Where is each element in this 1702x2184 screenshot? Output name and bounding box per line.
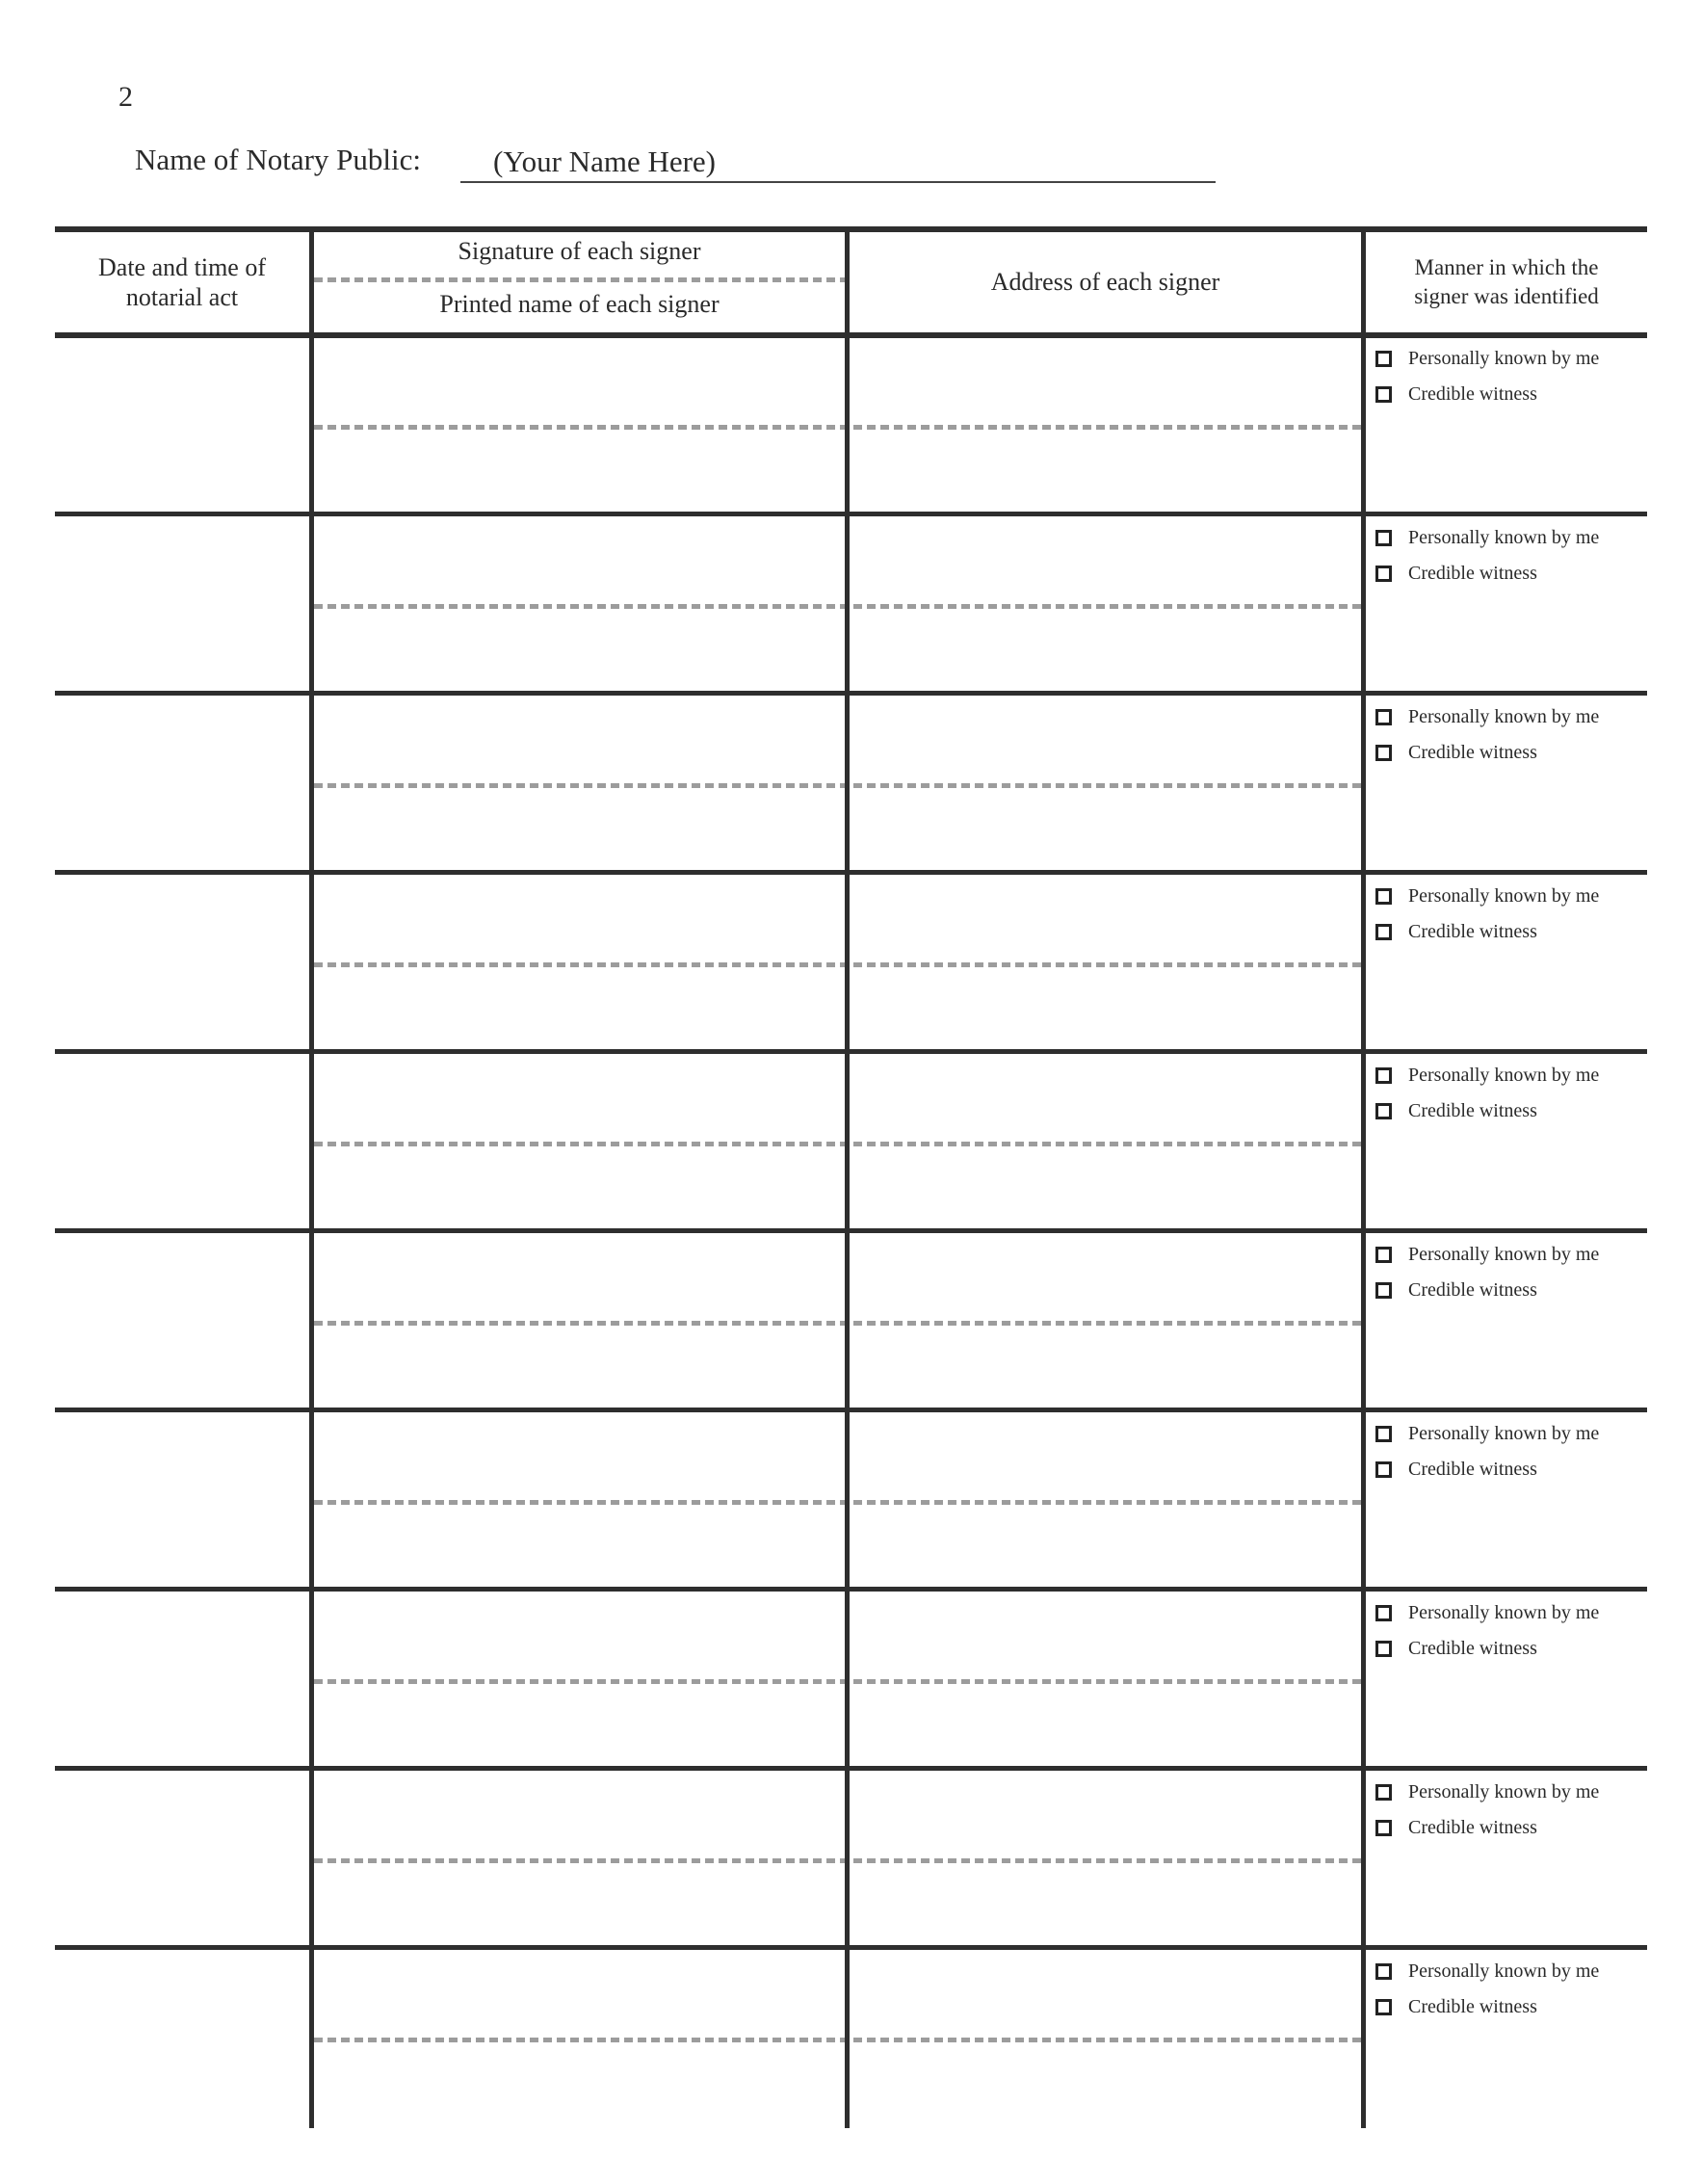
checkbox-personally-known[interactable] bbox=[1375, 709, 1392, 725]
header-date-time-column bbox=[55, 232, 309, 332]
journal-row bbox=[55, 1055, 1647, 1229]
row-bottom-rule bbox=[55, 870, 1647, 875]
checkbox-credible-witness-label: Credible witness bbox=[1408, 1996, 1537, 2017]
date-time-cell[interactable] bbox=[55, 697, 309, 871]
date-time-cell[interactable] bbox=[55, 1234, 309, 1408]
checkbox-credible-witness-label: Credible witness bbox=[1408, 742, 1537, 763]
row-divider-dashed-line bbox=[314, 1142, 1361, 1146]
checkbox-personally-known-label: Personally known by me bbox=[1408, 706, 1600, 727]
checkbox-credible-witness[interactable] bbox=[1375, 566, 1392, 582]
checkbox-credible-witness[interactable] bbox=[1375, 745, 1392, 761]
row-bottom-rule bbox=[55, 691, 1647, 696]
row-divider-dashed-line bbox=[314, 425, 1361, 430]
column-divider-address-manner bbox=[1361, 226, 1366, 2128]
checkbox-personally-known[interactable] bbox=[1375, 1247, 1392, 1263]
checkbox-personally-known-label: Personally known by me bbox=[1408, 1065, 1600, 1086]
row-divider-dashed-line bbox=[314, 1858, 1361, 1863]
header-address-column bbox=[850, 232, 1361, 332]
checkbox-credible-witness[interactable] bbox=[1375, 1461, 1392, 1478]
checkbox-personally-known-label: Personally known by me bbox=[1408, 1602, 1600, 1623]
notary-name-value[interactable]: (Your Name Here) bbox=[493, 145, 717, 178]
row-divider-dashed-line bbox=[314, 604, 1361, 609]
checkbox-personally-known[interactable] bbox=[1375, 1426, 1392, 1442]
journal-row bbox=[55, 1234, 1647, 1408]
header-manner-line2: signer was identified bbox=[1414, 284, 1599, 308]
date-time-cell[interactable] bbox=[55, 876, 309, 1050]
row-bottom-rule bbox=[55, 1049, 1647, 1054]
row-divider-dashed-line bbox=[314, 1500, 1361, 1505]
column-divider-date-signature bbox=[309, 226, 314, 2128]
header-signature-divider-dashed-line bbox=[314, 277, 845, 282]
journal-row bbox=[55, 517, 1647, 692]
checkbox-personally-known-label: Personally known by me bbox=[1408, 885, 1600, 907]
checkbox-credible-witness-label: Credible witness bbox=[1408, 563, 1537, 584]
row-bottom-rule bbox=[55, 1408, 1647, 1412]
checkbox-credible-witness-label: Credible witness bbox=[1408, 921, 1537, 942]
row-bottom-rule bbox=[55, 1945, 1647, 1950]
header-signature-label: Signature of each signer bbox=[458, 237, 701, 265]
checkbox-credible-witness-label: Credible witness bbox=[1408, 1638, 1537, 1659]
date-time-cell[interactable] bbox=[55, 1592, 309, 1767]
checkbox-credible-witness[interactable] bbox=[1375, 1282, 1392, 1299]
notary-name-underline bbox=[460, 181, 1216, 183]
date-time-cell[interactable] bbox=[55, 1772, 309, 1946]
checkbox-personally-known-label: Personally known by me bbox=[1408, 1423, 1600, 1444]
checkbox-credible-witness-label: Credible witness bbox=[1408, 1100, 1537, 1121]
checkbox-personally-known[interactable] bbox=[1375, 1605, 1392, 1621]
checkbox-personally-known[interactable] bbox=[1375, 530, 1392, 546]
checkbox-personally-known-label: Personally known by me bbox=[1408, 348, 1600, 369]
header-manner-line1: Manner in which the bbox=[1414, 255, 1599, 279]
journal-row bbox=[55, 1413, 1647, 1588]
checkbox-personally-known[interactable] bbox=[1375, 1067, 1392, 1084]
header-printed-name-label: Printed name of each signer bbox=[439, 290, 720, 318]
column-divider-signature-address bbox=[845, 226, 850, 2128]
checkbox-credible-witness[interactable] bbox=[1375, 924, 1392, 940]
checkbox-personally-known-label: Personally known by me bbox=[1408, 1781, 1600, 1802]
row-divider-dashed-line bbox=[314, 2038, 1361, 2042]
row-bottom-rule bbox=[55, 1587, 1647, 1592]
checkbox-personally-known-label: Personally known by me bbox=[1408, 1960, 1600, 1982]
checkbox-credible-witness[interactable] bbox=[1375, 386, 1392, 403]
date-time-cell[interactable] bbox=[55, 338, 309, 513]
checkbox-credible-witness[interactable] bbox=[1375, 1103, 1392, 1119]
header-signature-column bbox=[314, 232, 845, 332]
checkbox-credible-witness[interactable] bbox=[1375, 1641, 1392, 1657]
notary-name-label: Name of Notary Public: bbox=[135, 143, 422, 176]
checkbox-personally-known[interactable] bbox=[1375, 888, 1392, 905]
row-divider-dashed-line bbox=[314, 783, 1361, 788]
checkbox-credible-witness-label: Credible witness bbox=[1408, 1279, 1537, 1301]
journal-row bbox=[55, 1951, 1647, 2128]
journal-row bbox=[55, 1772, 1647, 1946]
journal-row bbox=[55, 876, 1647, 1050]
page-number: 2 bbox=[118, 81, 133, 113]
checkbox-personally-known[interactable] bbox=[1375, 1784, 1392, 1801]
row-bottom-rule bbox=[55, 1228, 1647, 1233]
checkbox-credible-witness[interactable] bbox=[1375, 1820, 1392, 1836]
checkbox-personally-known-label: Personally known by me bbox=[1408, 1244, 1600, 1265]
date-time-cell[interactable] bbox=[55, 517, 309, 692]
date-time-cell[interactable] bbox=[55, 1413, 309, 1588]
date-time-cell[interactable] bbox=[55, 1951, 309, 2128]
checkbox-personally-known[interactable] bbox=[1375, 1963, 1392, 1980]
journal-row bbox=[55, 338, 1647, 513]
row-bottom-rule bbox=[55, 512, 1647, 516]
journal-row bbox=[55, 1592, 1647, 1767]
row-divider-dashed-line bbox=[314, 1321, 1361, 1326]
checkbox-credible-witness[interactable] bbox=[1375, 1999, 1392, 2015]
row-bottom-rule bbox=[55, 1766, 1647, 1771]
header-address-label: Address of each signer bbox=[990, 268, 1220, 296]
header-date-line1: Date and time of bbox=[98, 253, 266, 281]
header-date-line2: notarial act bbox=[125, 283, 239, 311]
checkbox-credible-witness-label: Credible witness bbox=[1408, 383, 1537, 405]
row-divider-dashed-line bbox=[314, 1679, 1361, 1684]
checkbox-credible-witness-label: Credible witness bbox=[1408, 1459, 1537, 1480]
checkbox-personally-known-label: Personally known by me bbox=[1408, 527, 1600, 548]
date-time-cell[interactable] bbox=[55, 1055, 309, 1229]
checkbox-credible-witness-label: Credible witness bbox=[1408, 1817, 1537, 1838]
header-manner-column bbox=[1366, 232, 1647, 332]
checkbox-personally-known[interactable] bbox=[1375, 351, 1392, 367]
journal-row bbox=[55, 697, 1647, 871]
row-divider-dashed-line bbox=[314, 962, 1361, 967]
